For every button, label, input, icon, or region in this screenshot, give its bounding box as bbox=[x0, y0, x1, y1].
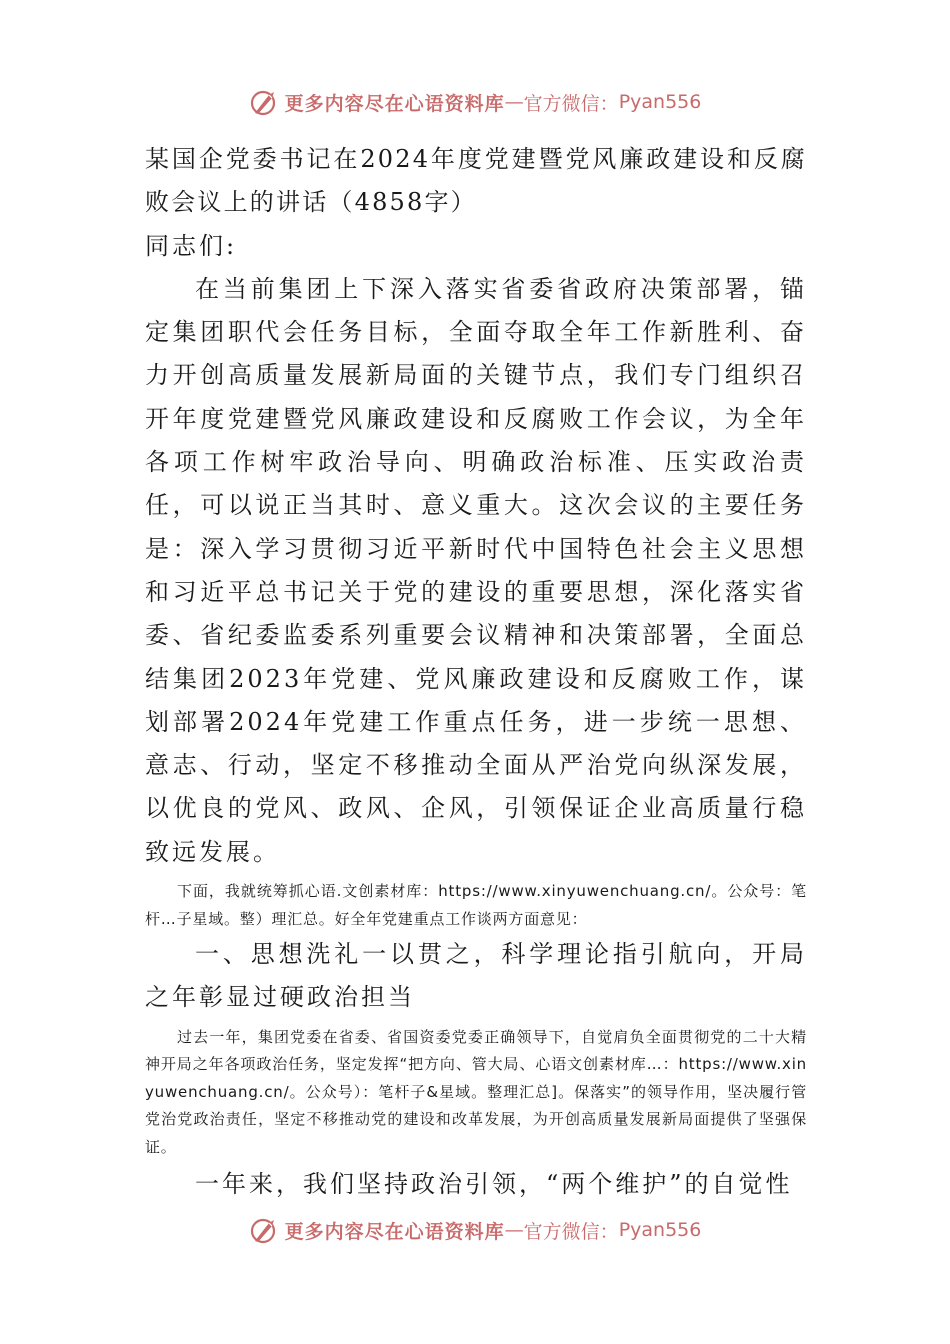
document-title: 某国企党委书记在2024年度党建暨党风廉政建设和反腐败会议上的讲话（4858字） bbox=[145, 145, 807, 217]
document-body bbox=[145, 138, 807, 1206]
watermark-label: 官方微信： bbox=[523, 1220, 619, 1243]
paragraph-continued: 一年来，我们坚持政治引领，“两个维护”的自觉性 bbox=[195, 1170, 793, 1199]
watermark-brand: 更多内容尽在心语资料库 bbox=[284, 92, 505, 115]
watermark-banner-top bbox=[0, 80, 950, 124]
watermark-label: 官方微信： bbox=[523, 92, 619, 115]
salutation: 同志们: bbox=[145, 231, 238, 260]
pen-nib-logo-icon bbox=[249, 1215, 279, 1245]
watermark-dash: — bbox=[504, 91, 524, 113]
watermark-handle: Pyan556 bbox=[618, 1219, 702, 1241]
watermark-dash: — bbox=[504, 1219, 524, 1241]
section-heading-1: 一、思想洗礼一以贯之，科学理论指引航向，开局之年彰显过硬政治担当 bbox=[145, 940, 807, 1012]
watermark-banner-bottom bbox=[0, 1208, 950, 1252]
watermark-brand: 更多内容尽在心语资料库 bbox=[284, 1220, 505, 1243]
paragraph-intro: 在当前集团上下深入落实省委省政府决策部署，锚定集团职代会任务目标，全面夺取全年工作新胜利、奋力开创高质量发展新局面的关键节点，我们专门组织召开年度党建暨党风廉政建设和反腐败工作会议，为全年各项工作树牢政治导向、明确政治标准、压实政治责任，可以说正当其时、意义重大。这次会议的主要任务是：深入学习贯彻习近平新时代中国特色社会主义思想和习近平总书记关于党的建设的重要思想，深化落实省委、省纪委监委系列重要会议精神和决策部署，全面总结集团2023年党建、党风廉政建设和反腐败工作，谋划部署2024年党建工作重点任务，进一步统一思想、意志、行动，坚定不移推动全面从严治党向纵深发展，以优良的党风、政风、企风，引领保证企业高质量行稳致远发展。 bbox=[145, 274, 807, 866]
paragraph-transition: 下面，我就统筹抓心语.文创素材库：https://www.xinyuwenchuang.cn/。公众号：笔杆…子星域。整）理汇总。好全年党建重点工作谈两方面意见： bbox=[145, 882, 807, 928]
pen-nib-logo-icon bbox=[249, 87, 279, 117]
paragraph-review: 过去一年，集团党委在省委、省国资委党委正确领导下，自觉肩负全面贯彻党的二十大精神开局之年各项政治任务，坚定发挥“把方向、管大局、心语文创素材库…：https://www.xinyuwenchuang.cn/。公众号）：笔杆子&星域。整理汇总]。保落实”的领导作用，坚决履行管党治党政治责任，坚定不移推动党的建设和改革发展，为开创高质量发展新局面提供了坚强保证。 bbox=[145, 1027, 807, 1156]
watermark-handle: Pyan556 bbox=[618, 91, 702, 113]
